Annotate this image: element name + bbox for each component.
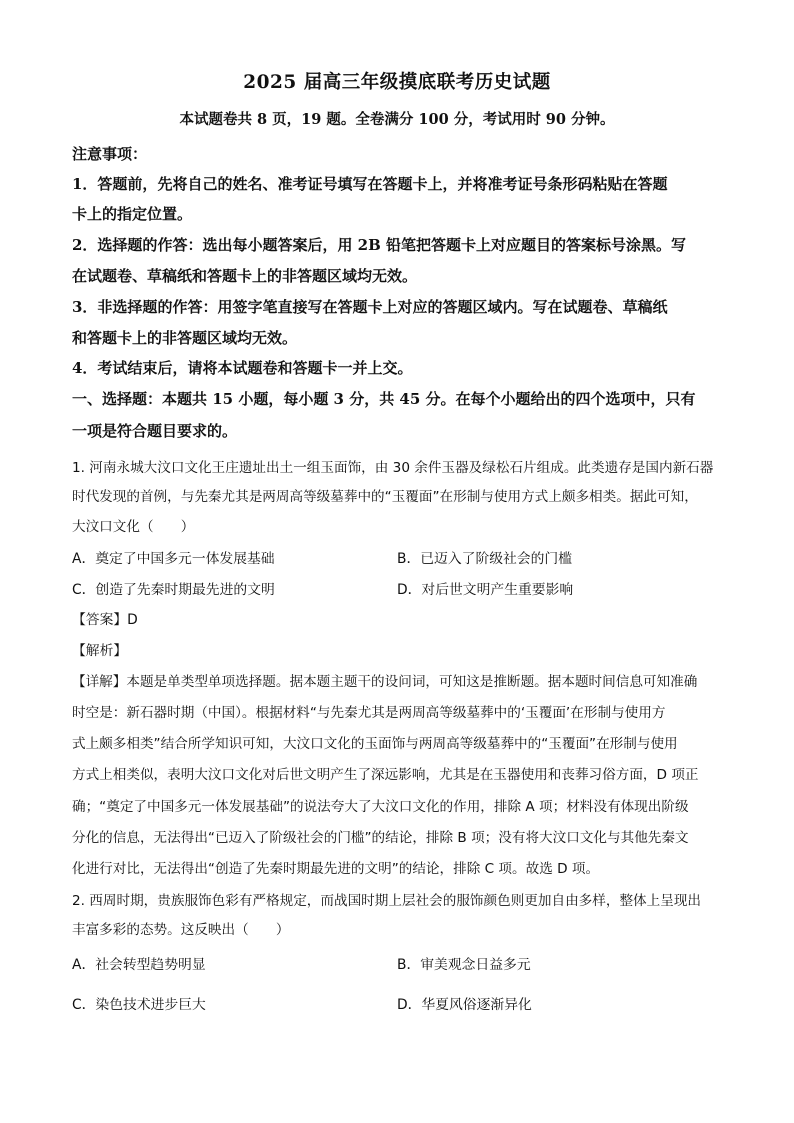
q1-option-c: C．创造了先秦时期最先进的文明 (72, 582, 275, 598)
q1-answer: 【答案】D (72, 612, 138, 628)
q2-stem-line: 2. 西周时期，贵族服饰色彩有严格规定，而战国时期上层社会的服饰颜色则更加自由多样，整体上呈现出 (72, 893, 702, 909)
q1-detail-line: 化进行对比，无法得出“创造了先秦时期最先进的文明”的结论，排除 C 项。故选 D 项。 (72, 861, 600, 877)
note-line: 1．答题前，先将自己的姓名、准考证号填写在答题卡上，并将准考证号条形码粘贴在答题 (72, 175, 668, 193)
note-line: 卡上的指定位置。 (72, 205, 193, 223)
note-line: 2．选择题的作答：选出每小题答案后，用 2B 铅笔把答题卡上对应题目的答案标号涂黑。写 (72, 236, 687, 254)
q1-analysis-label: 【解析】 (72, 643, 128, 659)
q1-stem-line: 时代发现的首例，与先秦尤其是两周高等级墓葬中的“玉覆面”在形制与使用方式上颇多相类。据此可知， (72, 489, 698, 505)
notes-heading: 注意事项： (72, 145, 148, 163)
q1-detail-line: 方式上相类似，表明大汶口文化对后世文明产生了深远影响，尤其是在玉器使用和丧葬习俗方面，D 项正 (72, 767, 699, 783)
q2-option-d: D．华夏风俗逐渐异化 (397, 997, 532, 1013)
q2-option-b: B．审美观念日益多元 (397, 957, 531, 973)
section-heading-cont: 一项是符合题目要求的。 (72, 422, 238, 440)
q2-option-c: C．染色技术进步巨大 (72, 997, 206, 1013)
note-line: 3．非选择题的作答：用签字笔直接写在答题卡上对应的答题区域内。写在试题卷、草稿纸 (72, 298, 668, 316)
q1-option-a: A．奠定了中国多元一体发展基础 (72, 551, 275, 567)
q1-detail-line: 确；“奠定了中国多元一体发展基础”的说法夸大了大汶口文化的作用，排除 A 项；材料没有体现出阶级 (72, 799, 689, 815)
q1-option-d: D．对后世文明产生重要影响 (397, 582, 574, 598)
q1-detail-line: 【详解】本题是单类型单项选择题。据本题主题干的设问词，可知这是推断题。据本题时间信息可知准确 (72, 674, 698, 690)
note-line: 在试题卷、草稿纸和答题卡上的非答题区域均无效。 (72, 267, 418, 285)
q1-option-b: B．已迈入了阶级社会的门槛 (397, 551, 573, 567)
q2-option-a: A．社会转型趋势明显 (72, 957, 206, 973)
note-line: 和答题卡上的非答题区域均无效。 (72, 329, 298, 347)
q1-stem-line: 1. 河南永城大汶口文化王庄遗址出土一组玉面饰，由 30 余件玉器及绿松石片组成。此类遗存是国内新石器 (72, 460, 714, 476)
section-heading: 一、选择题：本题共 15 小题，每小题 3 分，共 45 分。在每个小题给出的四个选项中，只有 (72, 390, 696, 408)
q1-stem-line: 大汶口文化（ ） (72, 519, 195, 535)
q1-detail-line: 时空是：新石器时期（中国）。根据材料“与先秦尤其是两周高等级墓葬中的‘玉覆面’在形制与使用方 (72, 705, 666, 721)
q1-detail-line: 式上颇多相类”结合所学知识可知，大汶口文化的玉面饰与两周高等级墓葬中的“玉覆面”在形制与使用 (72, 736, 678, 752)
exam-subtitle: 本试题卷共 8 页，19 题。全卷满分 100 分，考试用时 90 分钟。 (179, 111, 615, 128)
q2-stem-line: 丰富多彩的态势。这反映出（ ） (72, 922, 290, 938)
q1-detail-line: 分化的信息，无法得出“已迈入了阶级社会的门槛”的结论，排除 B 项；没有将大汶口文化与其他先秦文 (72, 830, 689, 846)
exam-title: 2025 届高三年级摸底联考历史试题 (243, 72, 551, 93)
note-line: 4．考试结束后，请将本试题卷和答题卡一并上交。 (72, 359, 413, 377)
